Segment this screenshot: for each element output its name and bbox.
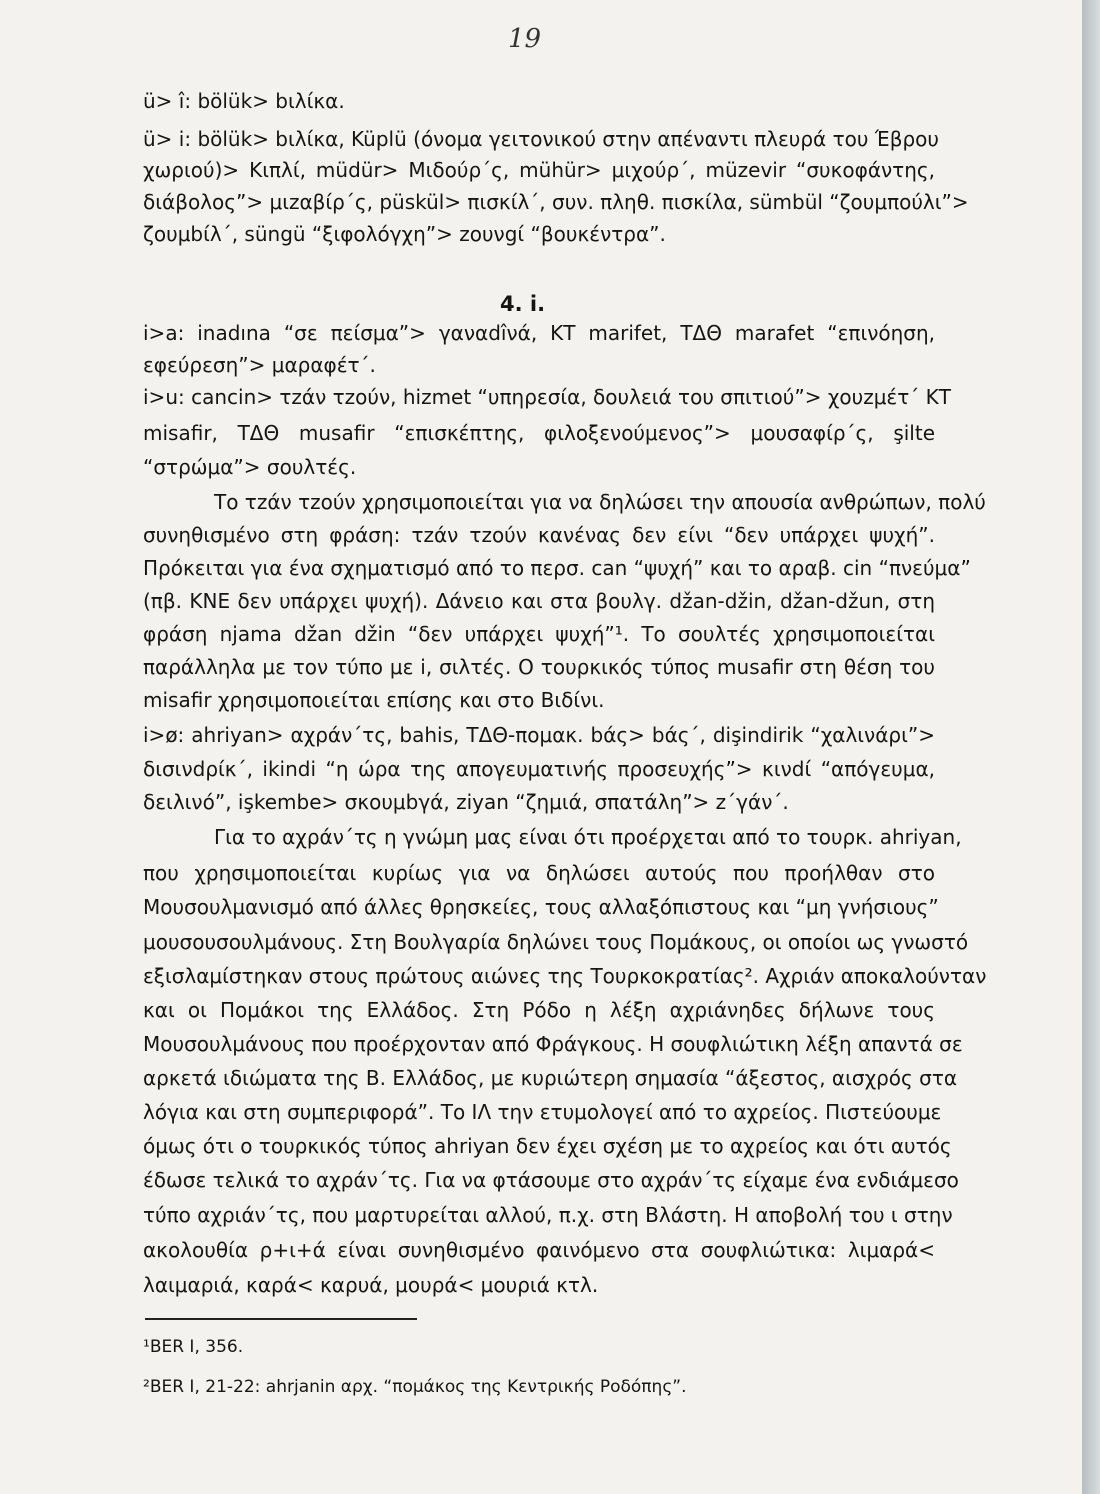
section-heading: 4. i. <box>500 292 546 316</box>
text-line: δειλινό”, işkembe> σκουμbγά, ziyan “ζημιά, σπατάλη”> z΄γάν΄. <box>143 790 789 814</box>
text-line: συνηθισμένο στη φράση: τzάν τzούν κανένας δεν είνι “δεν υπάρχει ψυχή”. <box>143 523 935 547</box>
text-line: (πβ. ΚΝΕ δεν υπάρχει ψυχή). Δάνειο και στα βουλγ. džan-džin, džan-džun, στη <box>143 589 935 613</box>
text-line: “στρώμα”> σουλτές. <box>143 455 357 479</box>
text-line: i>u: cancin> τzάν τzούν, hizmet “υπηρεσία, δουλειά του σπιτιού”> χουzμέτ΄ ΚΤ <box>143 385 951 409</box>
text-line: λαιμαριά, καρά< καρυά, μουρά< μουριά κτλ. <box>143 1273 599 1297</box>
text-line: που χρησιμοποιείται κυρίως για να δηλώσει αυτούς που προήλθαν στο <box>143 861 935 885</box>
text-line: τύπο αχριάν΄τς, που μαρτυρείται αλλού, π.χ. στη Βλάστη. Η αποβολή του ι στην <box>143 1203 953 1227</box>
text-line: αρκετά ιδιώματα της Β. Ελλάδος, με κυριώτερη σημασία “άξεστος, αισχρός στα <box>143 1066 958 1090</box>
text-line: λόγια και στη συμπεριφορά”. Το ΙΛ την ετυμολογεί από το αχρείος. Πιστεύουμε <box>143 1100 942 1124</box>
text-line: Το τzάν τzούν χρησιμοποιείται για να δηλώσει την απουσία ανθρώπων, πολύ <box>214 490 986 514</box>
text-line: Για το αχράν΄τς η γνώμη μας είναι ότι προέρχεται από το τουρκ. ahriyan, <box>214 825 962 849</box>
text-line: ü> î: bölük> bιλίκα. <box>143 89 345 113</box>
page-number: 19 <box>508 24 542 54</box>
text-line: Πρόκειται για ένα σχηματισμό από το περσ. can “ψυχή” και το αραβ. cin “πνεύμα” <box>143 556 971 580</box>
text-line: μουσουσουλμάνους. Στη Βουλγαρία δηλώνει τους Πομάκους, οι οποίοι ως γνωστό <box>143 930 969 954</box>
text-line: όμως ότι ο τουρκικός τύπος ahriyan δεν έχει σχέση με το αχρείος και ότι αυτός <box>143 1134 952 1158</box>
text-line: έδωσε τελικά το αχράν΄τς. Για να φτάσουμε στο αχράν΄τς είχαμε ένα ενδιάμεσο <box>143 1168 959 1192</box>
text-line: δισινdρίκ΄, ikindi “η ώρα της απογευματινής προσευχής”> κινdί “απόγευμα, <box>143 757 935 781</box>
text-line: i>a: inadına “σε πείσμα”> γαναdîνά, ΚΤ marifet, ΤΔΘ marafet “επινόηση, <box>143 321 935 345</box>
text-line: χωριού)> Κιπλί, müdür> Μιδούρ΄ς, mühür> μιχούρ΄, müzevir “συκοφάντης, <box>143 158 935 182</box>
text-line: ζουμbίλ΄, süngü “ξιφολόγχη”> zουνgί “βουκέντρα”. <box>143 222 666 246</box>
footnote-divider <box>145 1318 417 1320</box>
text-line: διάβολος”> μιzαβίρ΄ς, püskül> πισκίλ΄, συν. πληθ. πισκίλα, sümbül “ζουμπούλι”> <box>143 190 969 214</box>
background-edge <box>1082 0 1100 1494</box>
footnote-2: ²BER I, 21-22: ahrjanin αρχ. “πομάκος της Κεντρικής Ροδόπης”. <box>143 1377 687 1397</box>
text-line: i>ø: ahriyan> αχράν΄τς, bahis, ΤΔΘ-πομακ. bάς> bάς΄, dişindirik “χαλινάρι”> <box>143 723 935 747</box>
footnote-1: ¹BER I, 356. <box>143 1337 244 1357</box>
text-line: φράση njama džan džin “δεν υπάρχει ψυχή”¹. Το σουλτές χρησιμοποιείται <box>143 622 935 646</box>
text-line: ακολουθία ρ+ι+ά είναι συνηθισμένο φαινόμενο στα σουφλιώτικα: λιμαρά< <box>143 1238 935 1262</box>
text-line: εξισλαμίστηκαν στους πρώτους αιώνες της Τουρκοκρατίας². Αχριάν αποκαλούνταν <box>143 964 987 988</box>
text-line: ü> i: bölük> bιλίκα, Küplü (όνομα γειτονικού στην απέναντι πλευρά του Έβρου <box>143 127 939 151</box>
text-line: παράλληλα με τον τύπο με i, σιλτές. Ο τουρκικός τύπος musafir στη θέση του <box>143 655 935 679</box>
text-line: και οι Πομάκοι της Ελλάδος. Στη Ρόδο η λέξη αχριάνηδες δήλωνε τους <box>143 998 935 1022</box>
text-line: Μουσουλμανισμό από άλλες θρησκείες, τους αλλαξόπιστους και “μη γνήσιους” <box>143 895 939 919</box>
text-line: Μουσουλμάνους που προέρχονταν από Φράγκους. Η σουφλιώτικη λέξη απαντά σε <box>143 1032 963 1056</box>
text-line: misafir, ΤΔΘ musafir “επισκέπτης, φιλοξενούμενος”> μουσαφίρ΄ς, şilte <box>143 421 935 445</box>
text-line: εφεύρεση”> μαραφέτ΄. <box>143 353 376 377</box>
text-line: misafir χρησιμοποιείται επίσης και στο Βιδίνι. <box>143 688 605 712</box>
